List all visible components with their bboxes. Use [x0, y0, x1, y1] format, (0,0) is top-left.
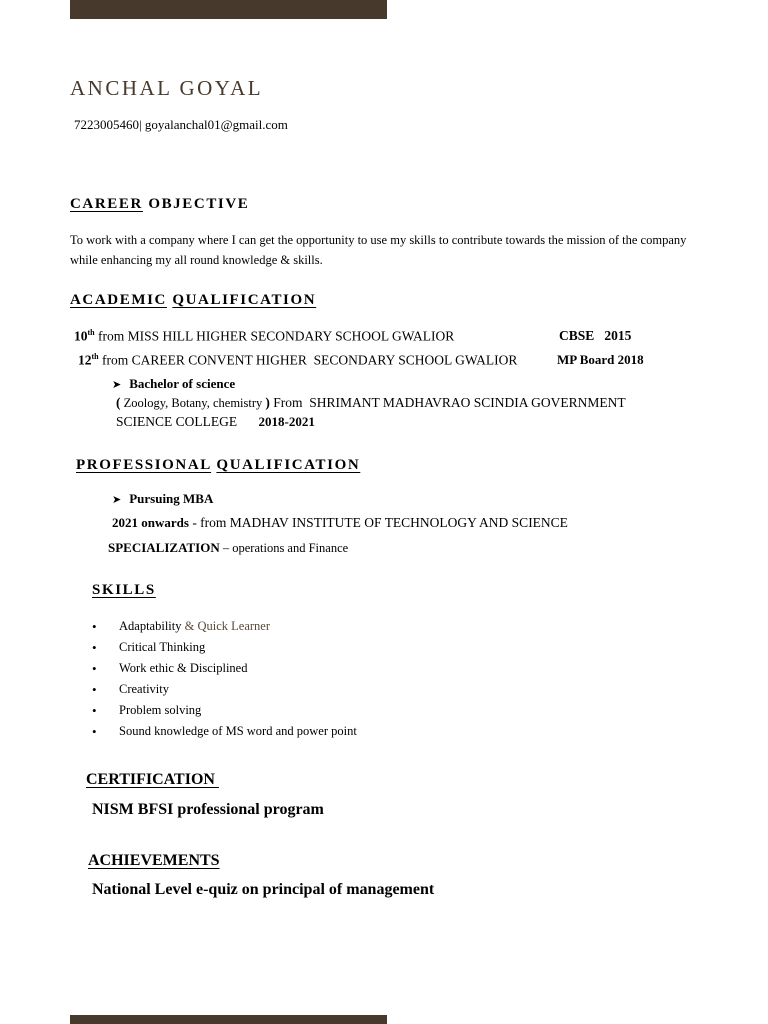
- skill-text: Sound knowledge of MS word and power point: [119, 724, 357, 738]
- list-item: [92, 700, 357, 721]
- degree-details: [116, 395, 626, 411]
- heading-word: ACADEMIC: [70, 292, 167, 308]
- skill-text: Critical Thinking: [119, 640, 206, 654]
- degree-line: [112, 376, 235, 392]
- top-decorative-bar: [70, 0, 387, 19]
- academic-heading: [70, 292, 316, 309]
- degree-college-line2: [116, 414, 315, 430]
- spec-value: – operations and Finance: [219, 541, 349, 555]
- skill-text: & Quick Learner: [181, 619, 271, 633]
- spec-label: SPECIALIZATION: [108, 540, 220, 555]
- heading-word: PROFESSIONAL: [76, 457, 212, 473]
- subjects: Zoology, Botany, chemistry: [120, 396, 266, 410]
- school: from MISS HILL HIGHER SECONDARY SCHOOL GWALIOR: [98, 328, 455, 344]
- skill-text: Problem solving: [119, 703, 202, 717]
- grade: 10: [74, 328, 88, 344]
- bottom-decorative-bar: [70, 1015, 387, 1024]
- list-item: [92, 658, 357, 679]
- college: From SHRIMANT MADHAVRAO SCINDIA GOVERNMENT: [269, 395, 626, 410]
- academic-row-10th: [74, 328, 454, 345]
- college: SCIENCE COLLEGE: [116, 414, 238, 429]
- list-item: [92, 637, 357, 658]
- achievements-heading: ACHIEVEMENTS: [88, 852, 220, 869]
- arrow-bullet-icon: ➤: [112, 494, 122, 506]
- skills-list: [92, 616, 357, 742]
- start-year: 2021 onwards: [112, 515, 189, 530]
- career-objective-text: To work with a company where I can get the opportunity to use my skills to contribute towards the mission of the company while enhancing my all round knowledge & skills.: [70, 233, 687, 267]
- list-item: [92, 616, 357, 637]
- professional-heading: [76, 457, 360, 474]
- board-10th: CBSE 2015: [559, 328, 632, 343]
- academic-row-12th: [78, 352, 517, 369]
- board-12th: MP Board 2018: [557, 352, 644, 367]
- contact-info: 7223005460| goyalanchal01@gmail.com: [74, 117, 288, 132]
- specialization-line: [108, 540, 348, 556]
- institute: - from MADHAV INSTITUTE OF TECHNOLOGY AND SCIENCE: [188, 515, 568, 530]
- paren: (: [116, 395, 121, 410]
- heading-word: OBJECTIVE: [148, 196, 250, 212]
- course-name: Pursuing MBA: [129, 491, 214, 506]
- grade-suffix: th: [87, 328, 95, 337]
- list-item: [92, 721, 357, 742]
- list-item: [92, 679, 357, 700]
- paren: ): [265, 395, 270, 410]
- candidate-name: ANCHAL GOYAL: [70, 76, 264, 100]
- certification-heading: CERTIFICATION: [86, 771, 219, 788]
- heading-word: QUALIFICATION: [172, 292, 317, 308]
- arrow-bullet-icon: ➤: [112, 379, 122, 391]
- grade: 12: [78, 352, 92, 368]
- heading-word: CAREER: [70, 196, 143, 212]
- degree-name: Bachelor of science: [129, 376, 236, 391]
- course-line: [112, 491, 213, 507]
- grade-suffix: th: [91, 352, 99, 361]
- certification-text: NISM BFSI professional program: [92, 801, 324, 818]
- skills-heading: SKILLS: [92, 582, 156, 598]
- achievements-text: National Level e-quiz on principal of management: [92, 881, 435, 898]
- career-objective-heading: [70, 196, 249, 213]
- degree-years: 2018-2021: [258, 414, 315, 429]
- skill-text: Creativity: [119, 682, 169, 696]
- heading-word: QUALIFICATION: [216, 457, 361, 473]
- school: from CAREER CONVENT HIGHER SECONDARY SCHOOL GWALIOR: [102, 352, 518, 368]
- institute-line: [112, 515, 568, 531]
- skill-text: Work ethic & Disciplined: [119, 661, 248, 675]
- skill-text: Adaptability: [119, 619, 182, 633]
